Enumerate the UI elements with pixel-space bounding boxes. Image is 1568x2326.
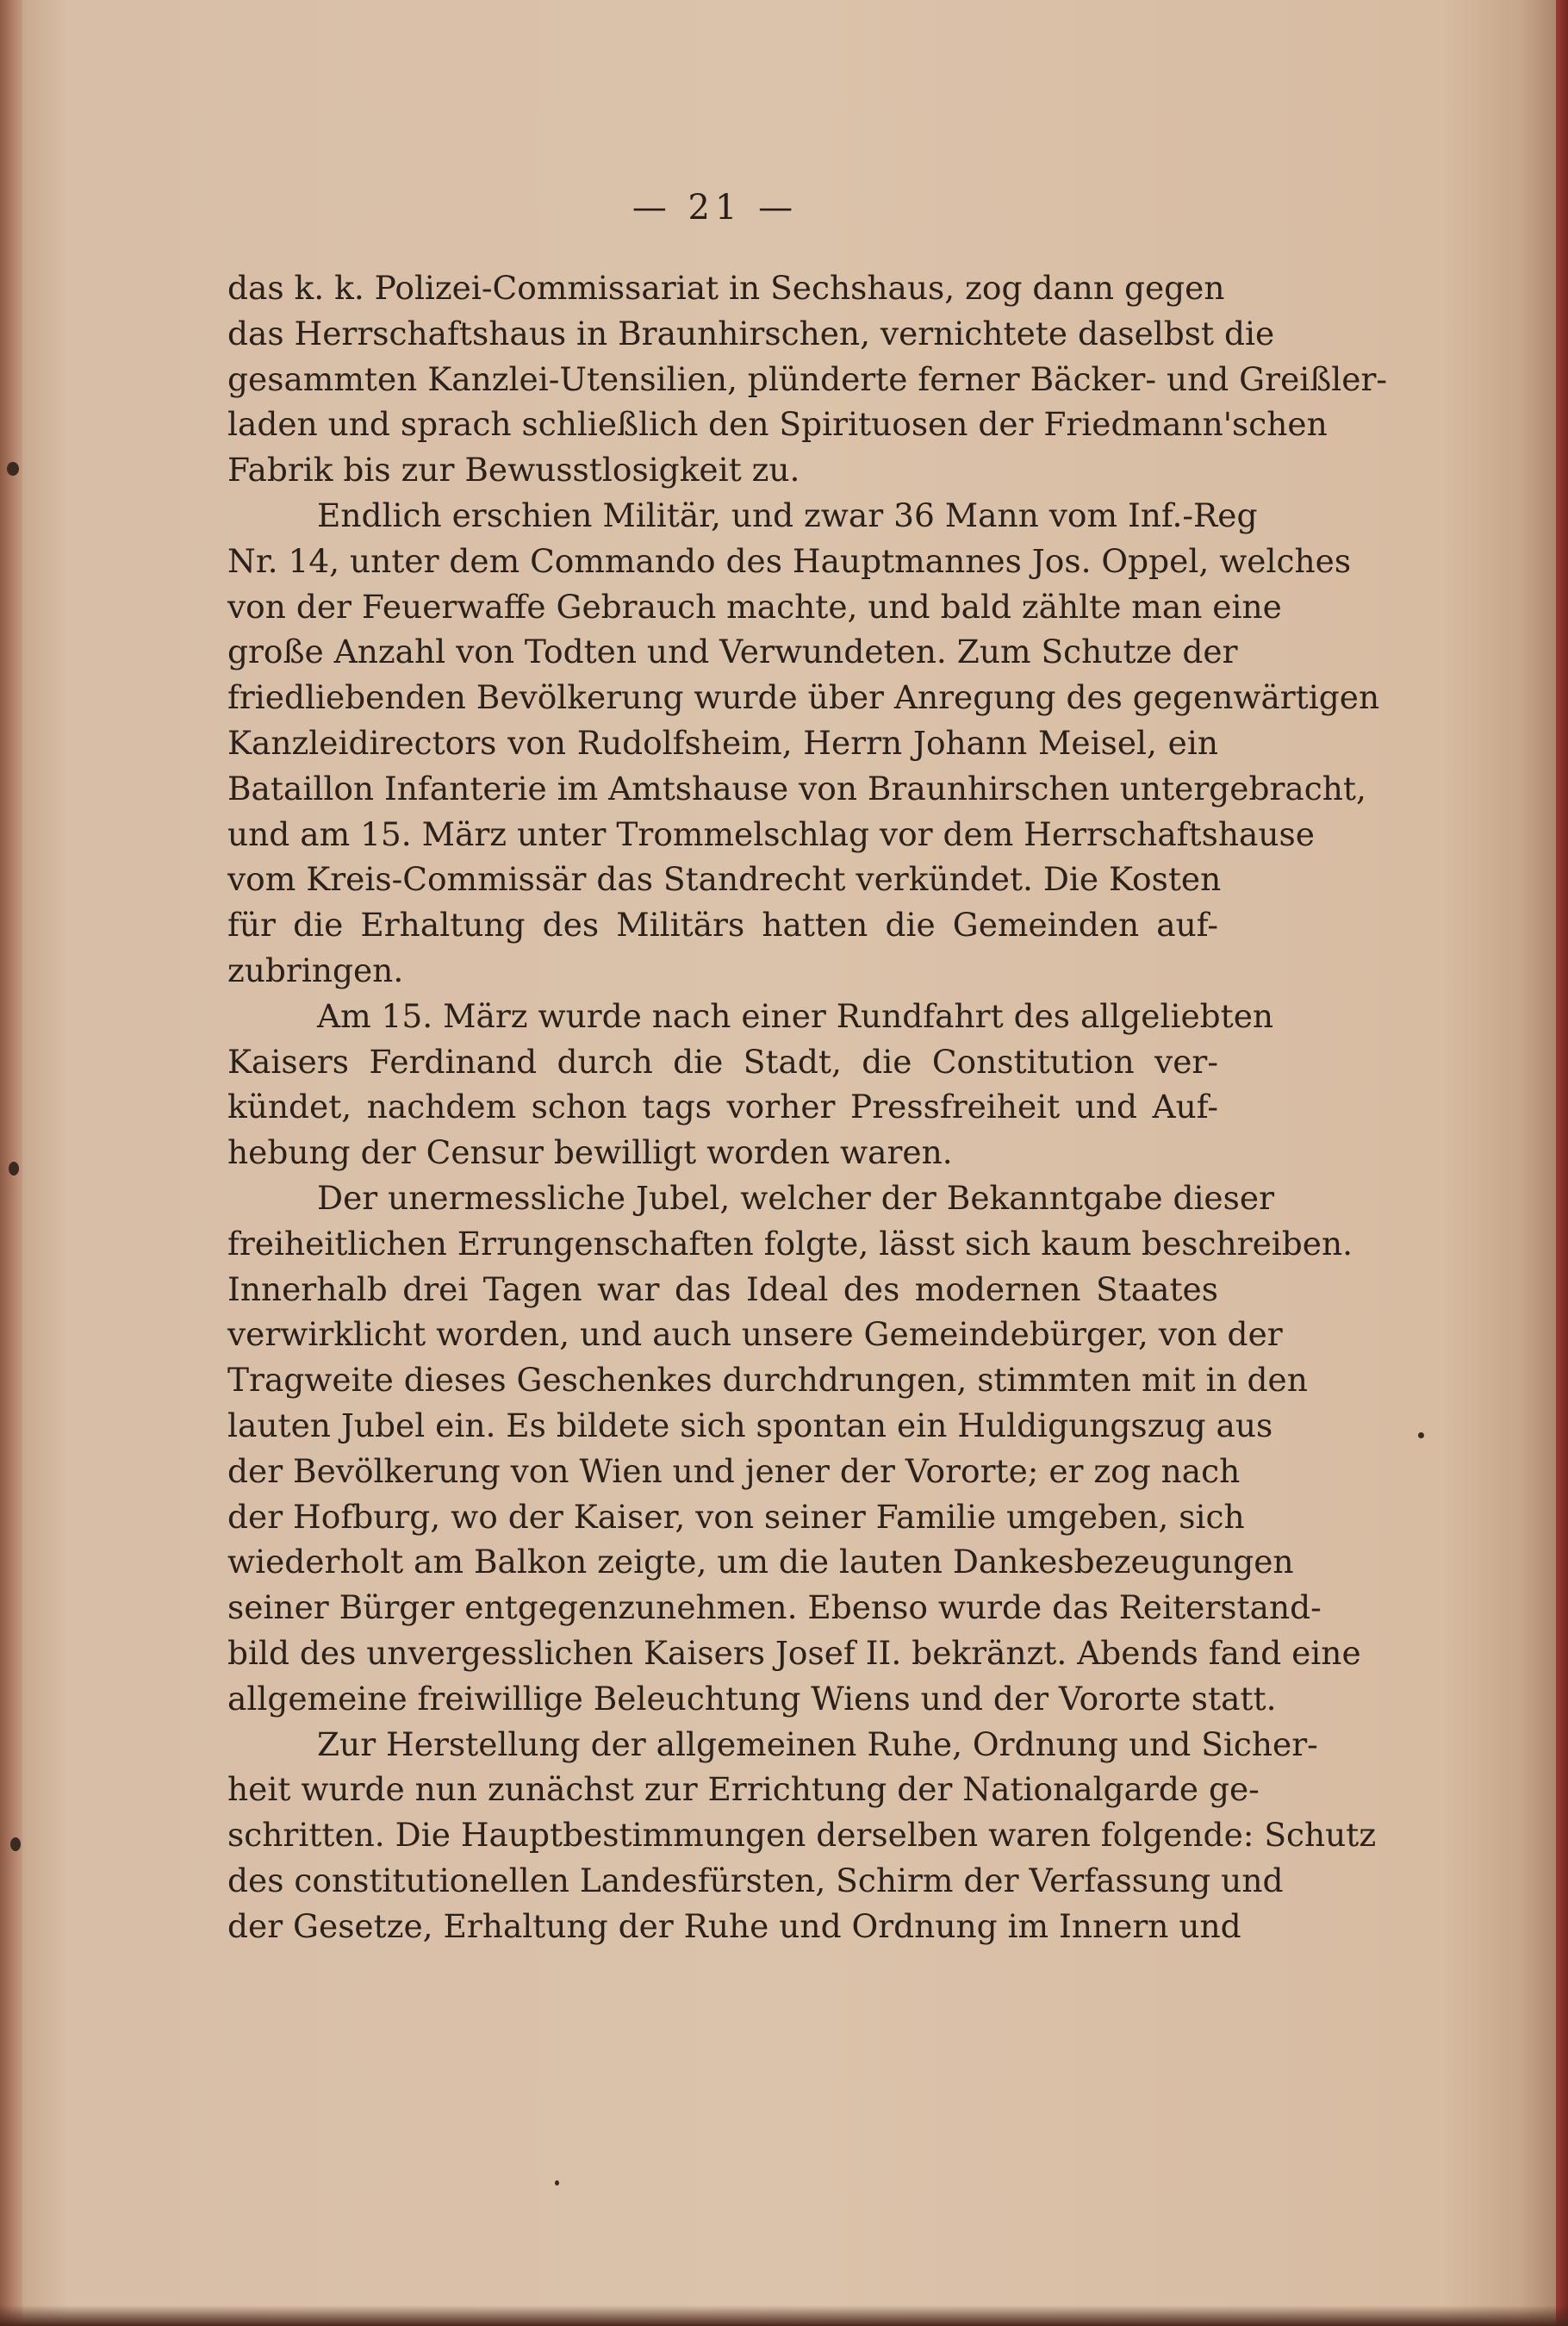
- text-line: für die Erhaltung des Militärs hatten die Gemeinden auf-: [227, 906, 1218, 945]
- text-line: seiner Bürger entgegenzunehmen. Ebenso wurde das Reiterstand-: [227, 1588, 1322, 1627]
- text-line: Zur Herstellung der allgemeinen Ruhe, Ordnung und Sicher-: [317, 1724, 1318, 1763]
- text-line: Innerhalb drei Tagen war das Ideal des modernen Staates: [227, 1269, 1218, 1308]
- book-cover-edge: [1556, 0, 1568, 2326]
- text-line: freiheitlichen Errungenschaften folgte, lässt sich kaum beschreiben.: [227, 1224, 1353, 1263]
- binding-hole: [9, 1162, 19, 1175]
- text-line: der Gesetze, Erhaltung der Ruhe und Ordnung im Innern und: [227, 1906, 1241, 1945]
- text-line: bild des unvergesslichen Kaisers Josef II. bekränzt. Abends fand eine: [227, 1633, 1361, 1672]
- text-line: Fabrik bis zur Bewusstlosigkeit zu.: [227, 451, 800, 490]
- text-line: das Herrschaftshaus in Braunhirschen, vernichtete daselbst die: [227, 314, 1275, 352]
- text-line: gesammten Kanzlei-Utensilien, plünderte ferner Bäcker- und Greißler-: [227, 359, 1388, 398]
- paper-speck: [1418, 1432, 1424, 1438]
- text-line: der Bevölkerung von Wien und jener der Vororte; er zog nach: [227, 1451, 1241, 1490]
- text-line: verwirklicht worden, und auch unsere Gemeindebürger, von der: [227, 1315, 1283, 1354]
- text-line: hebung der Censur bewilligt worden waren.: [227, 1133, 953, 1172]
- text-line: von der Feuerwaffe Gebrauch machte, und bald zählte man eine: [227, 587, 1282, 626]
- text-line: Kanzleidirectors von Rudolfsheim, Herrn Johann Meisel, ein: [227, 723, 1218, 762]
- text-line: allgemeine freiwillige Beleuchtung Wiens und der Vororte statt.: [227, 1679, 1277, 1718]
- text-line: Nr. 14, unter dem Commando des Hauptmannes Jos. Oppel, welches: [227, 541, 1352, 580]
- binding-hole: [7, 462, 19, 476]
- text-line: und am 15. März unter Trommelschlag vor dem Herrschaftshause: [227, 814, 1315, 853]
- paragraph: [227, 493, 1380, 994]
- text-line: Der unermessliche Jubel, welcher der Bekanntgabe dieser: [317, 1178, 1274, 1217]
- text-line: kündet, nachdem schon tags vorher Pressfreiheit und Auf-: [227, 1088, 1218, 1126]
- text-line: Endlich erschien Militär, und zwar 36 Mann vom Inf.-Reg: [317, 496, 1258, 534]
- binding-hole: [10, 1837, 21, 1851]
- text-line: der Hofburg, wo der Kaiser, von seiner Familie umgeben, sich: [227, 1497, 1245, 1536]
- paper-speck: [555, 2180, 559, 2186]
- text-line: wiederholt am Balkon zeigte, um die lauten Dankesbezeugungen: [227, 1543, 1294, 1581]
- page-bottom-shadow: [0, 2305, 1568, 2326]
- text-line: vom Kreis-Commissär das Standrecht verkündet. Die Kosten: [227, 860, 1222, 899]
- text-line: friedliebenden Bevölkerung wurde über Anregung des gegenwärtigen: [227, 678, 1380, 717]
- text-line: große Anzahl von Todten und Verwundeten. Zum Schutze der: [227, 633, 1238, 671]
- paragraph: [227, 1175, 1361, 1722]
- text-line: laden und sprach schließlich den Spirituosen der Friedmann'schen: [227, 405, 1328, 444]
- text-line: lauten Jubel ein. Es bildete sich spontan ein Huldigungszug aus: [227, 1406, 1273, 1444]
- text-line: heit wurde nun zunächst zur Errichtung der Nationalgarde ge-: [227, 1770, 1260, 1809]
- text-line: das k. k. Polizei-Commissariat in Sechshaus, zog dann gegen: [227, 269, 1225, 307]
- paragraph: [227, 265, 1388, 493]
- paragraph: [227, 1722, 1377, 1949]
- text-line: schritten. Die Hauptbestimmungen derselben waren folgende: Schutz: [227, 1816, 1377, 1855]
- page-text: [227, 265, 1388, 1949]
- text-line: zubringen.: [227, 951, 404, 989]
- text-line: Kaisers Ferdinand durch die Stadt, die Constitution ver-: [227, 1042, 1218, 1081]
- paragraph: [227, 994, 1274, 1175]
- text-line: Bataillon Infanterie im Amtshause von Braunhirschen untergebracht,: [227, 769, 1366, 808]
- text-line: des constitutionellen Landesfürsten, Schirm der Verfassung und: [227, 1861, 1284, 1899]
- text-line: Am 15. März wurde nach einer Rundfahrt des allgeliebten: [317, 996, 1274, 1035]
- text-line: Tragweite dieses Geschenkes durchdrungen, stimmten mit in den: [227, 1361, 1308, 1400]
- page-number: — 21 —: [632, 188, 799, 228]
